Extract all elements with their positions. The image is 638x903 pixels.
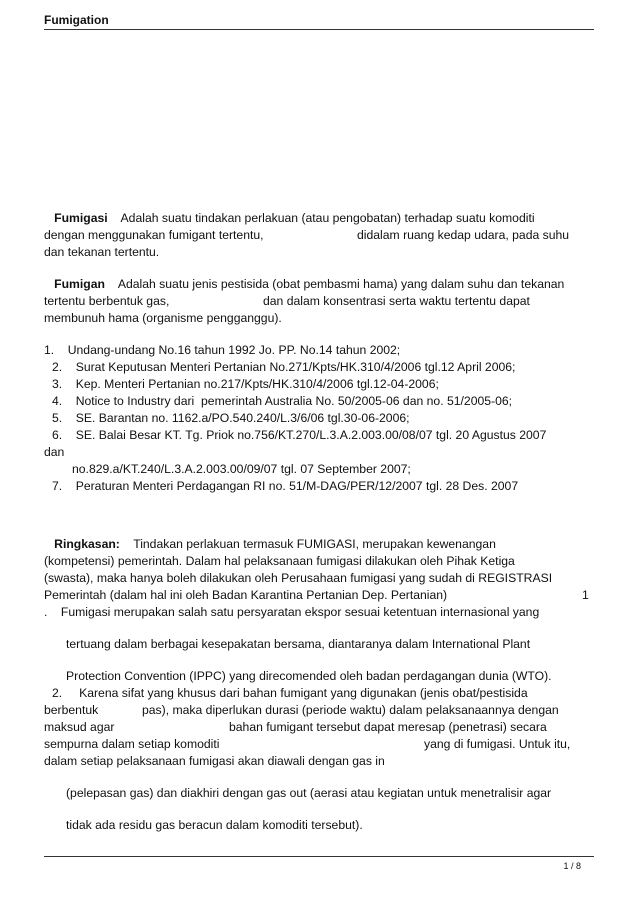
fumigan-text-1: Adalah suatu jenis pestisida (obat pembasmi hama) yang dalam suhu dan tekanan	[117, 277, 565, 291]
fumigasi-line-3: dan tekanan tertentu.	[44, 245, 160, 259]
regulation-item: 5. SE. Barantan no. 1162.a/PO.540.240/L.3/6/06 tgl.30-06-2006;	[52, 411, 410, 425]
fumigasi-line-1	[44, 211, 535, 226]
ringkasan-line-9b: pas), maka diperlukan durasi (periode waktu) dalam pelaksanaannya dengan	[142, 703, 559, 717]
regulation-item: 2. Surat Keputusan Menteri Pertanian No.271/Kpts/HK.310/4/2006 tgl.12 April 2006;	[52, 360, 516, 374]
fumigan-line-1	[44, 277, 564, 292]
page-number: 1 / 8	[563, 861, 581, 871]
fumigasi-line-2	[44, 228, 264, 243]
ringkasan-line-8: 2. Karena sifat yang khusus dari bahan fumigant yang digunakan (jenis obat/pestisida	[52, 686, 528, 700]
ringkasan-line-7: Protection Convention (IPPC) yang direcomended oleh badan perdagangan dunia (WTO).	[66, 669, 552, 683]
ringkasan-line-14: tidak ada residu gas beracun dalam komoditi tersebut).	[66, 818, 363, 832]
ringkasan-text-1: Tindakan perlakuan termasuk FUMIGASI, merupakan kewenangan	[133, 537, 496, 551]
footer-rule	[44, 856, 594, 857]
regulation-item: 3. Kep. Menteri Pertanian no.217/Kpts/HK.310/4/2006 tgl.12-04-2006;	[52, 377, 439, 391]
ringkasan-line-11b: yang di fumigasi. Untuk itu,	[424, 737, 571, 751]
ringkasan-line-10: maksud agar	[44, 720, 115, 734]
ringkasan-line-4-number: 1	[582, 588, 589, 602]
fumigan-line-2b: dan dalam konsentrasi serta waktu tertentu dapat	[263, 294, 530, 308]
ringkasan-line-1	[44, 537, 496, 552]
ringkasan-term: Ringkasan:	[54, 537, 120, 551]
fumigan-term: Fumigan	[54, 277, 105, 291]
fumigasi-text-2a: dengan menggunakan fumigant tertentu,	[44, 228, 264, 242]
fumigan-line-3: membunuh hama (organisme pengganggu).	[44, 311, 282, 325]
regulation-item: 7. Peraturan Menteri Perdagangan RI no. 51/M-DAG/PER/12/2007 tgl. 28 Des. 2007	[52, 479, 519, 493]
regulation-item: 4. Notice to Industry dari pemerintah Australia No. 50/2005-06 dan no. 51/2005-06;	[52, 394, 513, 408]
ringkasan-line-9: berbentuk	[44, 703, 99, 717]
ringkasan-line-6: tertuang dalam berbagai kesepakatan bersama, diantaranya dalam International Plant	[66, 637, 531, 651]
fumigasi-text-1: Adalah suatu tindakan perlakuan (atau pengobatan) terhadap suatu komoditi	[120, 211, 535, 225]
ringkasan-line-4: Pemerintah (dalam hal ini oleh Badan Karantina Pertanian Dep. Pertanian)	[44, 588, 448, 602]
regulation-item-continued: no.829.a/KT.240/L.3.A.2.003.00/09/07 tgl. 07 September 2007;	[72, 462, 411, 476]
fumigan-line-2: tertentu berbentuk gas,	[44, 294, 170, 308]
ringkasan-line-3: (swasta), maka hanya boleh dilakukan oleh Perusahaan fumigasi yang sudah di REGISTRASI	[44, 571, 553, 585]
header-rule	[44, 29, 594, 30]
ringkasan-line-11: sempurna dalam setiap komoditi	[44, 737, 220, 751]
regulation-item: 6. SE. Balai Besar KT. Tg. Priok no.756/KT.270/L.3.A.2.003.00/08/07 tgl. 20 Agustus 2007	[52, 428, 547, 442]
fumigasi-text-2b: didalam ruang kedap udara, pada suhu	[357, 228, 570, 242]
ringkasan-line-10b: bahan fumigant tersebut dapat meresap (penetrasi) secara	[229, 720, 547, 734]
regulation-item-continued: dan	[44, 445, 65, 459]
ringkasan-line-13: (pelepasan gas) dan diakhiri dengan gas out (aerasi atau kegiatan untuk menetralisir agar	[66, 786, 552, 800]
fumigasi-term: Fumigasi	[54, 211, 108, 225]
ringkasan-line-2: (kompetensi) pemerintah. Dalam hal pelaksanaan fumigasi dilakukan oleh Pihak Ketiga	[44, 554, 515, 568]
page-header-title: Fumigation	[44, 13, 109, 27]
ringkasan-line-5: . Fumigasi merupakan salah satu persyaratan ekspor sesuai ketentuan internasional yang	[44, 605, 540, 619]
fumigasi-line-2b	[357, 228, 569, 243]
ringkasan-line-12: dalam setiap pelaksanaan fumigasi akan diawali dengan gas in	[44, 754, 385, 768]
regulation-item: 1. Undang-undang No.16 tahun 1992 Jo. PP. No.14 tahun 2002;	[44, 343, 401, 357]
